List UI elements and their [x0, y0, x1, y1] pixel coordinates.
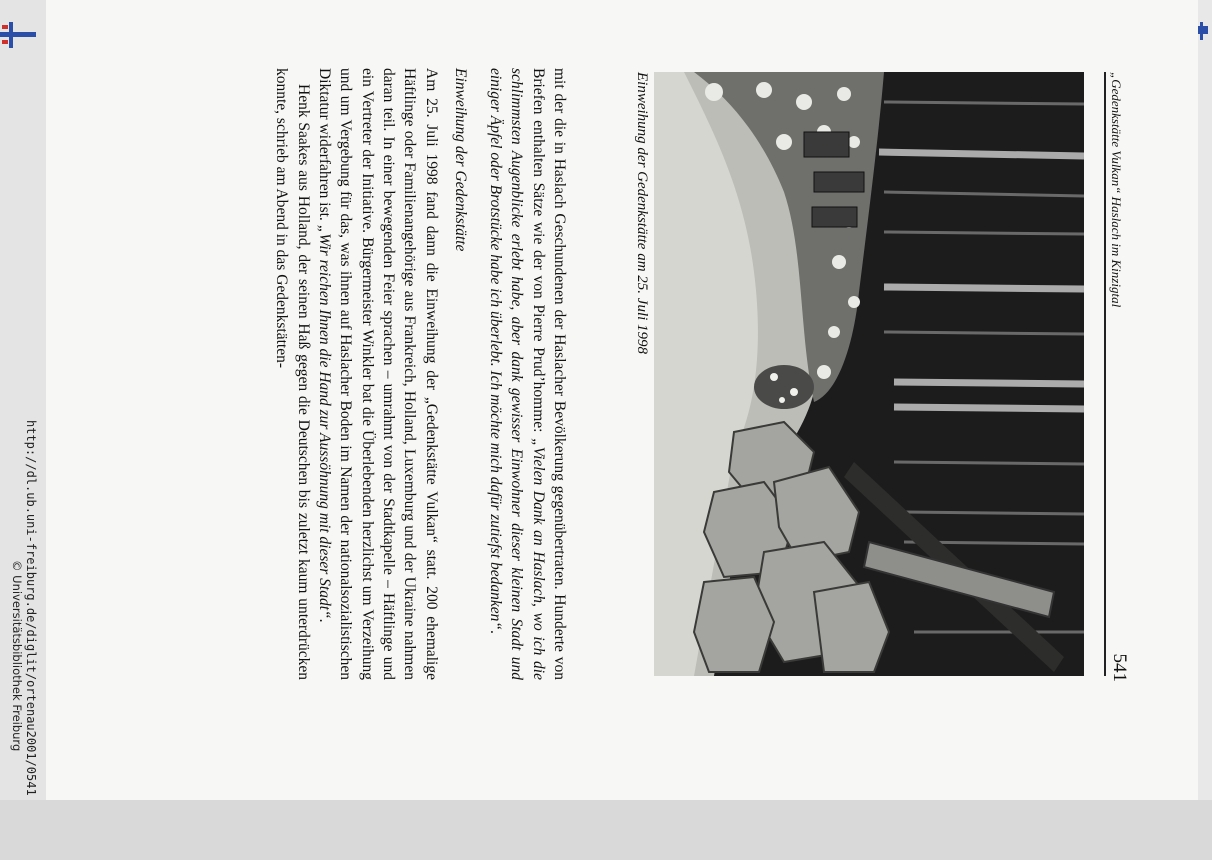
paragraph-1	[485, 68, 570, 680]
paragraph-2-end: .	[316, 618, 334, 623]
paragraph-3: Henk Saakes aus Holland, der seinen Haß gegen die Deutschen bis zuletzt kaum unterdrücken konnte, schrieb am Abend in das Gedenkstätten-	[273, 68, 312, 680]
viewer-right-margin	[1198, 0, 1212, 800]
running-header	[1102, 72, 1128, 682]
photo-image	[654, 72, 1084, 676]
winkler-quote: „Wir reichen Ihnen die Hand zur Aussöhnung mit dieser Stadt“	[316, 224, 334, 619]
paragraph-2-text: Am 25. Juli 1998 fand dann die Einweihung der „Gedenkstätte Vulkan“ statt. 200 ehemalige Häftlinge oder Familienangehörige aus Frankreich, Holland, Luxemburg und der Ukraine nahmen daran teil. In einer bewegenden Feier sprachen – umrahmt von der Stadtkapelle – Häftlinge und ein Vertreter der Initiative. Bürgermeister Winkler bat die Überlebenden herzlichst um Verzeihung und um Vergebung für das, was ihnen auf Haslacher Boden im Namen der nationalsozialistischen Diktatur widerfahren ist.	[316, 68, 440, 680]
copyright-notice	[10, 560, 26, 860]
figure-caption-text: Einweihung der Gedenkstätte am 25. Juli 1998	[634, 72, 650, 355]
body-text	[110, 68, 570, 680]
copyright-text: © Universitätsbibliothek Freiburg	[10, 560, 24, 752]
page-number: 541	[1109, 653, 1130, 682]
source-url-text[interactable]: http://dl.ub.uni-freiburg.de/diglit/ortenau2001/0541	[24, 420, 38, 796]
paragraph-1-end: .	[487, 630, 505, 634]
flag-marker-icon	[0, 22, 36, 48]
header-rule	[1104, 72, 1106, 676]
paragraph-2	[314, 68, 442, 680]
figure-caption	[620, 72, 650, 676]
memorial-photograph	[654, 72, 1084, 676]
running-header-title: „Gedenkstätte Vulkan“ Haslach im Kinzigtal	[1109, 72, 1124, 308]
section-heading: Einweihung der Gedenkstätte	[451, 68, 469, 252]
prudhomme-quote: „Vielen Dank an Haslach, wo ich die schlimmsten Augenblicke erlebt habe, aber dank gewisser Einwohner dieser kleinen Stadt und einiger Äpfel oder Brotstücke habe ich überlebt. Ich möchte mich dafür zutiefst bedanken“	[487, 68, 547, 680]
paragraph-1-text: mit der die in Haslach Geschundenen der Haslacher Bevölkerung gegenübertraten. Hunderte von Briefen enthalten Sätze wie der von Pierre Prud’homme:	[529, 68, 568, 680]
